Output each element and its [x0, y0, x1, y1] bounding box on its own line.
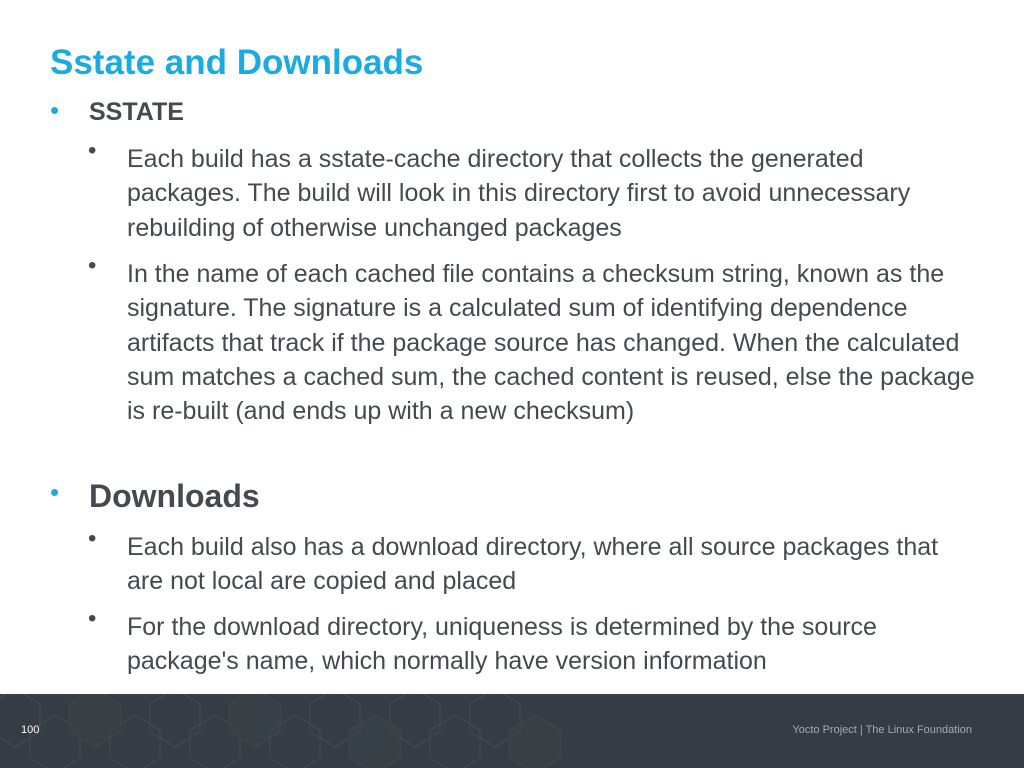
bullet-icon: •	[50, 477, 60, 507]
bullet-icon: •	[50, 95, 60, 125]
list-item-text: Each build also has a download directory, where all source packages that are not local are copied and placed	[127, 533, 939, 596]
page-number: 100	[21, 724, 40, 736]
footer-credit: Yocto Project | The Linux Foundation	[792, 724, 972, 736]
bullet-icon: •	[88, 137, 97, 164]
bullet-icon: •	[88, 605, 97, 632]
section-heading: Downloads	[89, 478, 260, 514]
list-item-text: In the name of each cached file contains a checksum string, known as the signature. The signature is a calculated sum of identifying dependence artifacts that track if the package source has changed. When the calculated sum matches a cached sum, the cached content is reused, else the package is re-built (and ends up with a new checksum)	[127, 260, 975, 426]
bullet-icon: •	[88, 252, 97, 279]
footer-bar	[0, 694, 1024, 768]
slide-title: Sstate and Downloads	[50, 43, 424, 82]
list-item-text: Each build has a sstate-cache directory that collects the generated packages. The build will look in this directory first to avoid unnecessary rebuilding of otherwise unchanged packages	[127, 145, 911, 242]
list-item-text: For the download directory, uniqueness is determined by the source package's name, which normally have version information	[127, 613, 877, 676]
bullet-icon: •	[88, 525, 97, 552]
section-heading: SSTATE	[89, 98, 184, 126]
